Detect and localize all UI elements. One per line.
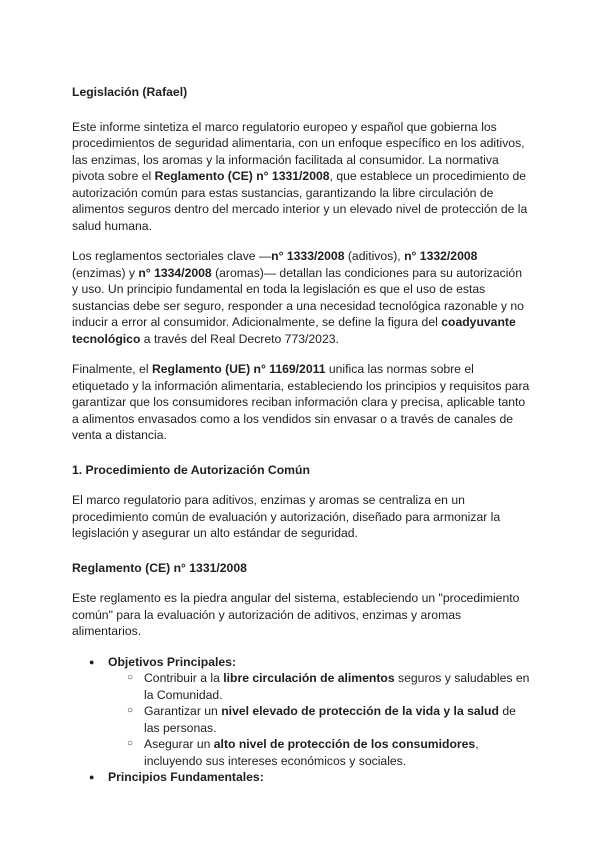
text-run: (aromas)— detallan las condiciones para su autorización y uso. Un principio fundamental en toda la legislación es que el uso de estas sustancias debe ser seguro, responder a una necesidad tecnológica razonable y no inducir a error al consumidor. Adicionalmente, se define la figura del — [72, 265, 524, 329]
objectives-list — [72, 654, 530, 786]
circle-bullet-icon: ○ — [127, 705, 134, 716]
regulation-ref: Reglamento (CE) n° 1331/2008 — [154, 169, 330, 183]
text-run: (enzimas) y — [72, 265, 139, 280]
list-item — [108, 670, 530, 703]
section-1-paragraph: El marco regulatorio para aditivos, enzimas y aromas se centraliza en un procedimiento común de evaluación y autorización, diseñado para armonizar la legislación y asegurar un alto estándar de seguridad. — [72, 493, 501, 540]
document-title: Legislación (Rafael) — [72, 85, 188, 99]
bullet-icon: ● — [89, 772, 95, 782]
text-run: Este informe sintetiza el marco regulatorio europeo y español que gobierna los procedimientos de seguridad alimentaria, con un enfoque específico en los aditivos, las enzimas, los aromas y la información facilitada al consumidor. La normativa pivota sobre el — [72, 119, 525, 183]
list-item — [108, 703, 530, 736]
circle-bullet-icon: ○ — [127, 672, 134, 683]
bullet-icon: ● — [89, 656, 95, 667]
text-run: de las personas. — [144, 704, 516, 735]
document-page — [72, 84, 530, 786]
objectives-sublist — [108, 670, 530, 769]
regulation-ref: n° 1333/2008 — [271, 249, 345, 263]
intro-paragraph-2 — [72, 248, 530, 347]
term-highlight: libre circulación de alimentos — [223, 671, 395, 685]
intro-paragraph-1 — [72, 119, 530, 235]
subsection-heading: Reglamento (CE) n° 1331/2008 — [72, 560, 247, 575]
text-run: unifica las normas sobre el etiquetado y la información alimentaria, estableciendo los principios y requisitos para garantizar que los consumidores reciban información clara y precisa, aplicable tanto a alimentos envasados como a los vendidos sin envasar o a través de canales de venta a distancia. — [72, 362, 530, 442]
text-run: Asegurar un — [144, 737, 214, 751]
text-run: , que establece un procedimiento de autorización común para estas sustancias, garantizando la libre circulación de alimentos seguros dentro del mercado interior y un elevado nivel de protección de la salud humana. — [72, 169, 528, 233]
list-item-principles — [72, 769, 530, 786]
list-item-title: Principios Fundamentales: — [108, 770, 264, 784]
section-heading-1: 1. Procedimiento de Autorización Común — [72, 462, 310, 477]
text-run: a través del Real Decreto 773/2023. — [140, 331, 339, 346]
term-highlight: coadyuvante tecnológico — [72, 315, 516, 346]
list-item — [108, 736, 530, 769]
text-run: , incluyendo sus intereses económicos y sociales. — [144, 737, 479, 768]
text-run: seguros y saludables en la Comunidad. — [144, 671, 530, 702]
list-item-objectives — [72, 654, 530, 770]
term-highlight: nivel elevado de protección de la vida y la salud — [221, 704, 499, 718]
text-run: Finalmente, el — [72, 362, 152, 376]
text-run: Los reglamentos sectoriales clave — — [72, 249, 272, 263]
intro-paragraph-3 — [72, 361, 530, 444]
regulation-ref: Reglamento (UE) n° 1169/2011 — [151, 362, 326, 376]
text-run: Contribuir a la — [144, 671, 224, 685]
term-highlight: alto nivel de protección de los consumidores — [213, 737, 476, 751]
regulation-ref: n° 1334/2008 — [138, 265, 212, 280]
list-item-title: Objetivos Principales: — [108, 654, 237, 669]
text-run: Garantizar un — [144, 704, 222, 718]
subsection-paragraph: Este reglamento es la piedra angular del sistema, estableciendo un "procedimiento común" para la evaluación y autorización de aditivos, enzimas y aromas alimentarios. — [72, 591, 520, 638]
regulation-ref: n° 1332/2008 — [404, 249, 478, 263]
circle-bullet-icon: ○ — [127, 738, 134, 749]
text-run: (aditivos), — [344, 249, 405, 263]
